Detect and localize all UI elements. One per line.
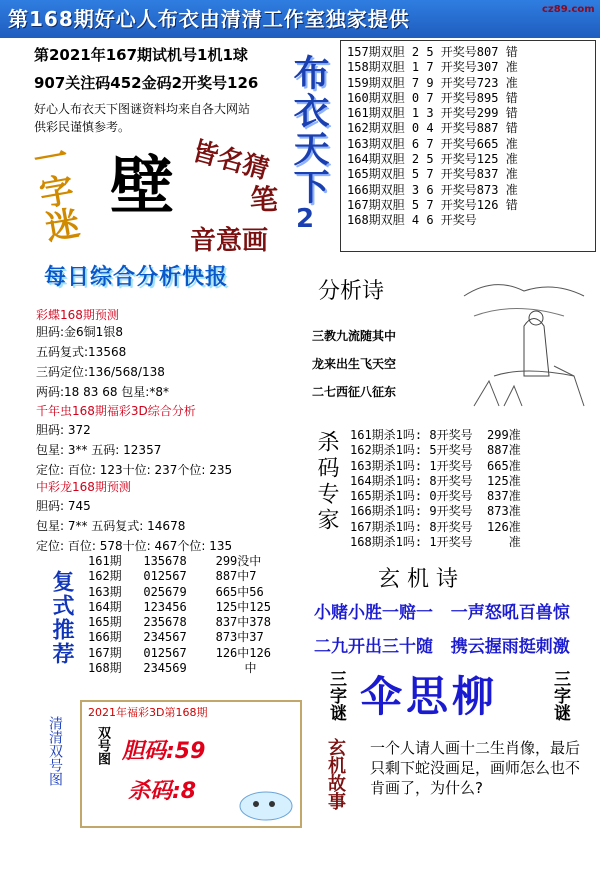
analysis-line: 包星: 7** 五码复式: 14678 — [36, 519, 186, 533]
poem-lines — [312, 322, 396, 406]
analysis-line: 五码复式:13568 — [36, 345, 127, 359]
section-zcl-lines — [36, 496, 232, 556]
analysis-line: 胆码:金6铜1银8 — [36, 325, 123, 339]
analysis-line: 三码定位:136/568/138 — [36, 365, 165, 379]
page-title: 第168期好心人布衣由清清工作室独家提供 — [0, 0, 600, 38]
combo-row: 165期 235678 837中378 — [88, 615, 271, 630]
history-row: 161期双胆 1 3 开奖号299 错 — [347, 106, 518, 121]
riddle-right-text-b: 笔 — [250, 183, 279, 216]
section-caidie-title: 彩蝶168期预测 — [36, 308, 119, 322]
history-row: 160期双胆 0 7 开奖号895 错 — [347, 90, 518, 105]
analysis-line: 包星: 3** 五码: 12357 — [36, 443, 162, 457]
combo-row: 161期 135678 299没中 — [88, 554, 262, 568]
story-text: 一个人请人画十二生肖像，最后只剩下蛇没画足，画师怎么也不肯画了，为什么? — [370, 739, 581, 797]
poem-line: 二七西征八征东 — [312, 385, 397, 399]
shuanghao-side: 双号图 — [95, 726, 110, 765]
history-row: 166期双胆 3 6 开奖号873 准 — [347, 182, 518, 197]
scholar-sketch-image — [454, 256, 594, 426]
combo-row: 166期 234567 873中37 — [88, 630, 264, 645]
daily-banner: 每日综合分析快报 — [44, 265, 229, 290]
analysis-poem-panel — [304, 254, 596, 426]
daily-analysis-panel — [30, 254, 304, 554]
kill-code-row: 163期杀1吗: 1开奖号 665准 — [350, 458, 521, 473]
poem-line: 三教九流随其中 — [312, 329, 397, 343]
decorative-cartoon-image — [236, 784, 296, 824]
riddle-center-char: 壁 — [110, 149, 174, 224]
brand-text: 布衣天下 — [288, 54, 329, 206]
section-caidie-lines — [36, 322, 169, 402]
combo-table — [84, 552, 306, 684]
kill-code-row: 166期杀1吗: 9开奖号 873准 — [350, 504, 521, 519]
history-row: 163期双胆 6 7 开奖号665 准 — [347, 136, 518, 151]
combo-row: 163期 025679 665中56 — [88, 584, 264, 599]
analysis-line: 定位: 百位: 123十位: 237个位: 235 — [36, 463, 233, 477]
analysis-line: 胆码: 372 — [36, 423, 91, 437]
history-row: 168期双胆 4 6 开奖号 — [347, 213, 477, 228]
xuanji-line1: 小赌小胜一赔一 一声怒吼百兽惊 — [314, 603, 570, 623]
kill-code-row: 168期杀1吗: 1开奖号 准 — [350, 535, 521, 550]
history-row: 165期双胆 5 7 开奖号837 准 — [347, 167, 518, 182]
sanzi-right-label: 三字谜 — [550, 670, 570, 721]
kill-code-row: 165期杀1吗: 0开奖号 837准 — [350, 489, 521, 504]
combo-row: 164期 123456 125中125 — [88, 599, 271, 614]
brand-number: 2 — [296, 204, 315, 234]
combo-row: 167期 012567 126中126 — [88, 645, 271, 660]
history-row: 164期双胆 2 5 开奖号125 准 — [347, 152, 518, 167]
analysis-line: 定位: 百位: 578十位: 467个位: 135 — [36, 539, 233, 553]
analysis-line: 两码:18 83 68 包星:*8* — [36, 385, 169, 399]
shuanghao-dan: 胆码:59 — [122, 739, 206, 764]
disclaimer-line1: 好心人布衣天下图谜资料均来自各大网站 — [34, 102, 251, 116]
xuanji-line2: 二九开出三十随 携云握雨挺刺激 — [314, 637, 570, 657]
poem-title: 分析诗 — [318, 279, 385, 304]
history-row: 158期双胆 1 7 开奖号307 准 — [347, 60, 518, 75]
brand-title — [288, 54, 334, 234]
trial-number-line: 第2021年167期试机号1机1球 — [34, 46, 248, 64]
story-label: 玄机故事 — [325, 738, 346, 810]
history-row: 157期双胆 2 5 开奖号807 错 — [347, 45, 518, 59]
analysis-line: 胆码: 745 — [36, 499, 91, 513]
shuanghao-card — [80, 700, 302, 828]
shuanghao-card-title: 2021年福彩3D第168期 — [88, 706, 208, 719]
kill-code-table — [346, 426, 596, 556]
sanzi-answer: 伞思柳 — [360, 672, 499, 721]
kill-code-row: 164期杀1吗: 8开奖号 125准 — [350, 473, 521, 488]
section-qny-title: 千年虫168期福彩3D综合分析 — [36, 404, 196, 418]
kill-code-row: 161期杀1吗: 8开奖号 299准 — [350, 428, 521, 442]
kill-code-label: 杀码专家 — [314, 430, 339, 534]
disclaimer-line2: 供彩民谨慎参考。 — [34, 120, 131, 134]
watermark-text: cz89.com — [542, 4, 595, 15]
section-qny-lines — [36, 420, 232, 480]
shuanghao-label: 清清双号图 — [47, 716, 63, 786]
riddle-left-text: 一字迷 — [24, 137, 82, 246]
poem-line: 龙来出生飞天空 — [312, 357, 397, 371]
shuanghao-sha: 杀码:8 — [128, 779, 197, 804]
combo-row: 162期 012567 887中7 — [88, 569, 257, 584]
riddle-right-text-a: 皆名猜 — [188, 136, 272, 186]
history-list — [347, 45, 589, 229]
kill-code-row: 167期杀1吗: 8开奖号 126准 — [350, 519, 521, 534]
history-row: 167期双胆 5 7 开奖号126 错 — [347, 197, 518, 212]
xuanji-title: 玄 机 诗 — [378, 567, 458, 592]
sanzi-left-label: 三字谜 — [326, 670, 346, 721]
combo-label: 复式推荐 — [49, 570, 74, 666]
combo-list — [88, 554, 302, 676]
section-zcl-title: 中彩龙168期预测 — [36, 480, 131, 494]
riddle-right-text-c: 音意画 — [190, 226, 269, 256]
kill-code-list — [350, 428, 592, 550]
kill-code-row: 162期杀1吗: 5开奖号 887准 — [350, 443, 521, 458]
combo-row: 168期 234569 中 — [88, 661, 257, 676]
history-row: 162期双胆 0 4 开奖号887 错 — [347, 121, 518, 136]
watermark-logo — [542, 4, 594, 34]
focus-code-line: 907关注码452金码2开奖号126 — [34, 74, 259, 92]
double-dan-history — [340, 40, 596, 252]
history-row: 159期双胆 7 9 开奖号723 准 — [347, 75, 518, 90]
